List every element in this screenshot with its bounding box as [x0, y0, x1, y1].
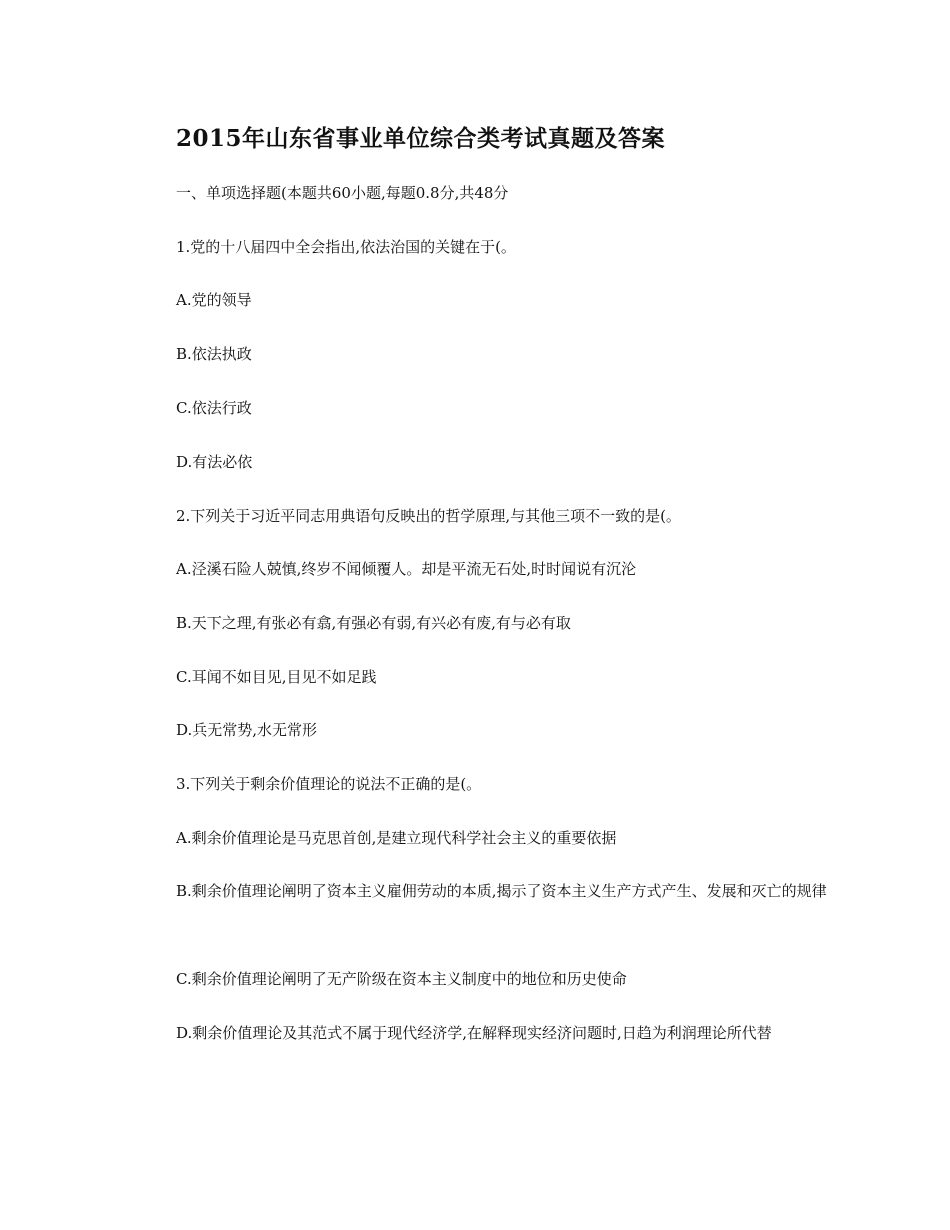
question-3-option-b: B.剩余价值理论阐明了资本主义雇佣劳动的本质,揭示了资本主义生产方式产生、发展和灭亡的规律 — [176, 882, 827, 900]
question-2-option-b: B.天下之理,有张必有翕,有强必有弱,有兴必有废,有与必有取 — [176, 614, 571, 632]
question-1-option-b: B.依法执政 — [176, 345, 252, 363]
question-2-option-d: D.兵无常势,水无常形 — [176, 721, 318, 739]
question-3-option-c: C.剩余价值理论阐明了无产阶级在资本主义制度中的地位和历史使命 — [176, 970, 627, 988]
question-stem-1: 1.党的十八届四中全会指出,依法治国的关键在于(。 — [176, 238, 516, 256]
section-heading: 一、单项选择题(本题共60小题,每题0.8分,共48分 — [176, 184, 509, 202]
question-1-option-d: D.有法必依 — [176, 453, 253, 471]
question-3-option-a: A.剩余价值理论是马克思首创,是建立现代科学社会主义的重要依据 — [176, 829, 617, 847]
question-3-option-d: D.剩余价值理论及其范式不属于现代经济学,在解释现实经济问题时,日趋为利润理论所代替 — [176, 1024, 772, 1042]
page-title: 2015年山东省事业单位综合类考试真题及答案 — [176, 125, 666, 152]
question-1-option-a: A.党的领导 — [176, 291, 252, 309]
question-2-option-a: A.泾溪石险人兢慎,终岁不闻倾覆人。却是平流无石处,时时闻说有沉沦 — [176, 560, 637, 578]
question-2-option-c: C.耳闻不如目见,目见不如足践 — [176, 668, 377, 686]
question-1-option-c: C.依法行政 — [176, 399, 252, 417]
question-stem-2: 2.下列关于习近平同志用典语句反映出的哲学原理,与其他三项不一致的是(。 — [176, 507, 681, 525]
question-stem-3: 3.下列关于剩余价值理论的说法不正确的是(。 — [176, 775, 482, 793]
